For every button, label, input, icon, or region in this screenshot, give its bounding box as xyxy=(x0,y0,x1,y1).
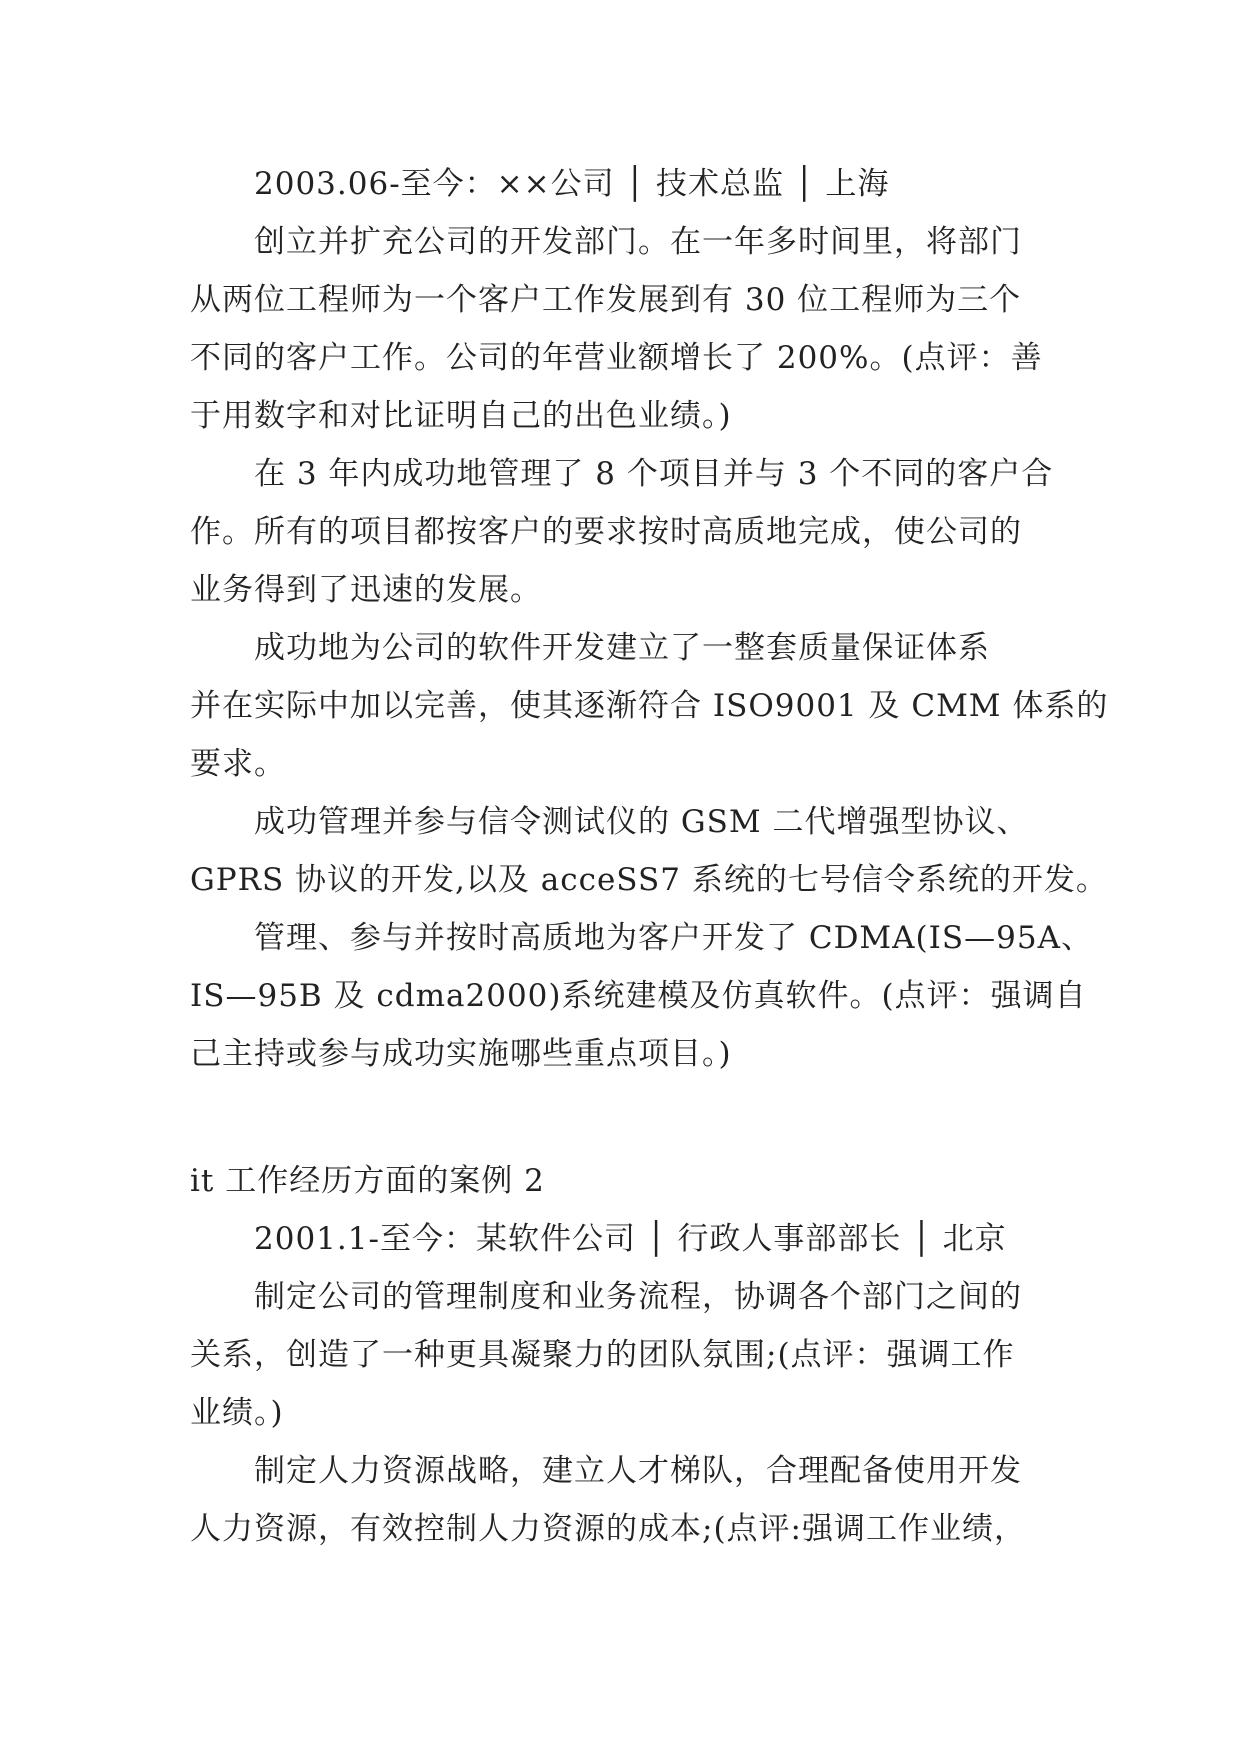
paragraph-line: IS—95B 及 cdma2000)系统建模及仿真软件。(点评：强调自 xyxy=(190,978,1087,1014)
paragraph-line: 制定人力资源战略，建立人才梯队，合理配备使用开发 xyxy=(254,1453,1022,1489)
paragraph-line: 作。所有的项目都按客户的要求按时高质地完成，使公司的 xyxy=(190,514,1022,550)
paragraph-line: 己主持或参与成功实施哪些重点项目。) xyxy=(190,1036,732,1072)
paragraph-line: 管理、参与并按时高质地为客户开发了 CDMA(IS—95A、 xyxy=(254,920,1093,956)
paragraph-line: 关系，创造了一种更具凝聚力的团队氛围;(点评：强调工作 xyxy=(190,1337,1015,1373)
paragraph-line: GPRS 协议的开发,以及 acceSS7 系统的七号信令系统的开发。 xyxy=(190,862,1108,898)
paragraph-line: 人力资源，有效控制人力资源的成本;(点评:强调工作业绩， xyxy=(190,1511,1026,1547)
section-1 xyxy=(190,155,1109,1083)
paragraph-line: 业绩。) xyxy=(190,1395,284,1431)
job-header-1: 2003.06-至今：××公司 │ 技术总监 │ 上海 xyxy=(254,166,890,202)
paragraph-line: 成功管理并参与信令测试仪的 GSM 二代增强型协议、 xyxy=(254,804,1029,840)
job-header-2: 2001.1-至今：某软件公司 │ 行政人事部部长 │ 北京 xyxy=(254,1221,1007,1257)
paragraph-line: 成功地为公司的软件开发建立了一整套质量保证体系 xyxy=(254,630,990,666)
section-2 xyxy=(190,1152,1060,1558)
paragraph-line: 于用数字和对比证明自己的出色业绩。) xyxy=(190,398,732,434)
paragraph-line: 在 3 年内成功地管理了 8 个项目并与 3 个不同的客户合 xyxy=(254,456,1054,492)
paragraph-line: 业务得到了迅速的发展。 xyxy=(190,572,542,608)
paragraph-line: 并在实际中加以完善，使其逐渐符合 ISO9001 及 CMM 体系的 xyxy=(190,688,1109,724)
paragraph-line: 创立并扩充公司的开发部门。在一年多时间里，将部门 xyxy=(254,224,1022,260)
paragraph-line: 不同的客户工作。公司的年营业额增长了 200%。(点评：善 xyxy=(190,340,1043,376)
paragraph-line: 要求。 xyxy=(190,746,286,782)
paragraph-line: 从两位工程师为一个客户工作发展到有 30 位工程师为三个 xyxy=(190,282,1022,318)
section-heading: it 工作经历方面的案例 2 xyxy=(190,1163,545,1199)
paragraph-line: 制定公司的管理制度和业务流程，协调各个部门之间的 xyxy=(254,1279,1022,1315)
